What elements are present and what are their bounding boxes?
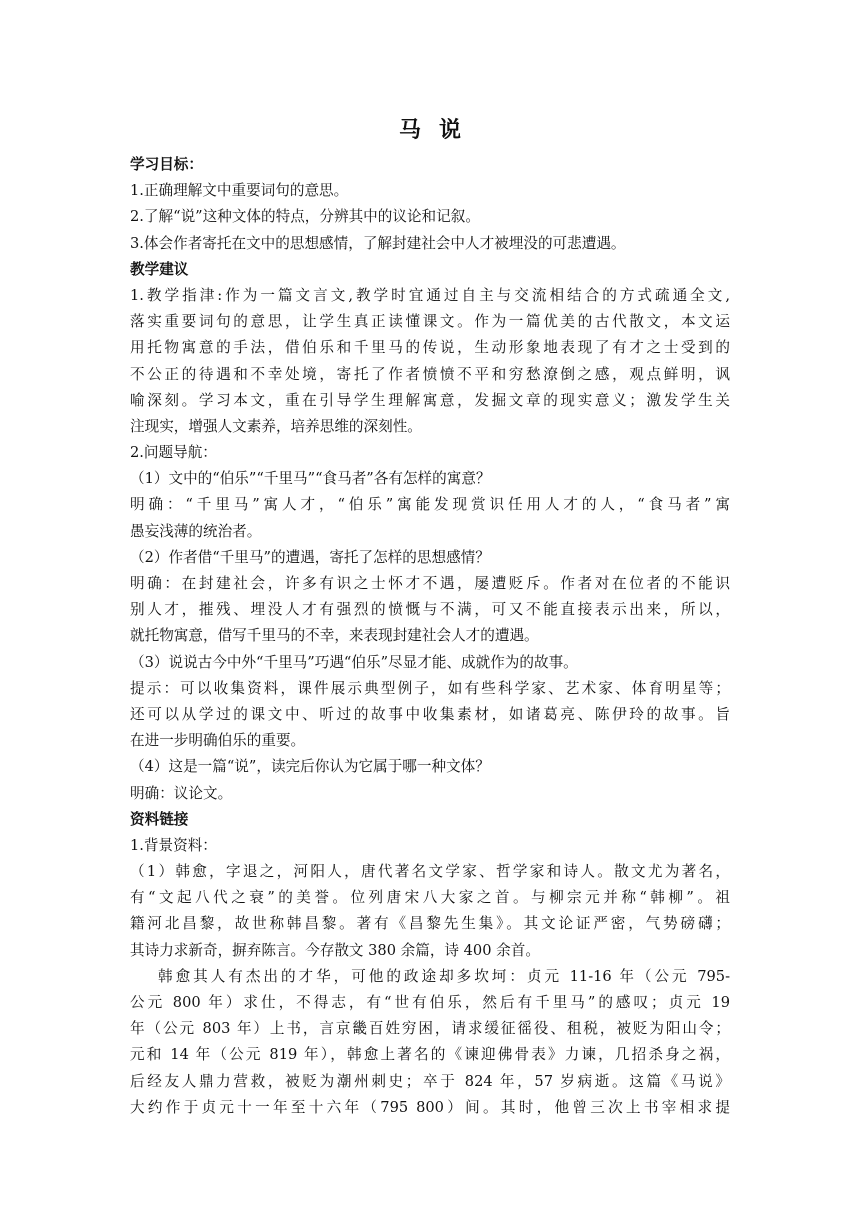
text-line: 2.问题导航： [130,444,217,462]
section-heading: 学习目标： [130,156,203,173]
text-line: 元和 14 年（公元 819 年），韩愈上著名的《谏迎佛骨表》力谏，几招杀身之祸， [130,1046,730,1064]
text-line: 落实重要词句的意思，让学生真正读懂课文。作为一篇优美的古代散文，本文运 [130,313,730,331]
text-line: 籍河北昌黎，故世称韩昌黎。著有《昌黎先生集》。其文论证严密，气势磅礴； [130,915,730,933]
text-line: （3）说说古今中外“千里马”巧遇“伯乐”尽显才能、成就作为的故事。 [130,653,578,671]
text-line: 有“文起八代之衰”的美誉。位列唐宋八大家之首。与柳宗元并称“韩柳”。祖 [130,889,730,907]
text-line: 喻深刻。学习本文，重在引导学生理解寓意，发掘文章的现实意义；激发学生关 [130,391,730,409]
text-line: 韩愈其人有杰出的才华，可他的政途却多坎坷：贞元 11-16 年（公元 795- [158,967,730,985]
text-line: 在进一步明确伯乐的重要。 [130,732,306,750]
text-line: 用托物寓意的手法，借伯乐和千里马的传说，生动形象地表现了有才之士受到的 [130,339,730,357]
text-line: 1.教学指津:作为一篇文言文,教学时宜通过自主与交流相结合的方式疏通全文, [130,286,730,304]
text-line: 2.了解“说”这种文体的特点，分辨其中的议论和记叙。 [130,208,480,226]
document-page [130,112,730,1121]
text-line: 其诗力求新奇，摒弃陈言。今存散文 380 余篇，诗 400 余首。 [130,941,540,959]
text-line: 明确：“千里马”寓人才，“伯乐”寓能发现赏识任用人才的人，“食马者”寓 [130,496,730,514]
text-line: （1）韩愈，字退之，河阳人，唐代著名文学家、哲学家和诗人。散文尤为著名， [130,863,730,881]
text-line: 提示：可以收集资料，课件展示典型例子，如有些科学家、艺术家、体育明星等； [130,679,730,697]
text-line: （2）作者借“千里马”的遭遇，寄托了怎样的思想感情？ [130,548,490,566]
text-line: （4）这是一篇“说”，读完后你认为它属于哪一种文体？ [130,758,490,776]
text-line: 1.正确理解文中重要词句的意思。 [130,182,349,200]
text-line: 3.体会作者寄托在文中的思想感情，了解封建社会中人才被埋没的可悲遭遇。 [130,234,626,252]
text-line: 1.背景资料： [130,836,217,854]
text-line: 不公正的待遇和不幸处境，寄托了作者愤愤不平和穷愁潦倒之感，观点鲜明，讽 [130,365,730,383]
text-line: 年（公元 803 年）上书，言京畿百姓穷困，请求缓征徭役、租税，被贬为阳山令； [130,1020,730,1038]
section-heading: 教学建议 [130,260,189,278]
text-line: 就托物寓意，借写千里马的不幸，来表现封建社会人才的遭遇。 [130,627,539,645]
text-line: 注现实，增强人文素养，培养思维的深刻性。 [130,417,422,435]
document-title: 马说 [398,118,479,143]
text-line: 愚妄浅薄的统治者。 [130,522,262,540]
text-line: 大约作于贞元十一年至十六年（795 800）间。其时，他曾三次上书宰相求提 [130,1098,730,1116]
text-line: （1）文中的“伯乐”“千里马”“食马者”各有怎样的寓意？ [130,470,491,488]
text-line: 明确：在封建社会，许多有识之士怀才不遇，屡遭贬斥。作者对在位者的不能识 [130,575,730,592]
text-line: 后经友人鼎力营救，被贬为潮州刺史；卒于 824 年，57 岁病逝。这篇《马说》 [130,1072,730,1090]
text-line: 公元 800 年）求仕，不得志，有“世有伯乐，然后有千里马”的感叹；贞元 19 [130,994,730,1011]
text-line: 还可以从学过的课文中、听过的故事中收集素材，如诸葛亮、陈伊玲的故事。旨 [130,705,730,723]
document-body [130,152,730,1121]
section-heading: 资料链接 [130,810,189,828]
text-line: 明确：议论文。 [130,784,233,802]
text-line: 别人才，摧残、埋没人才有强烈的愤慨与不满，可又不能直接表示出来，所以， [130,601,730,619]
